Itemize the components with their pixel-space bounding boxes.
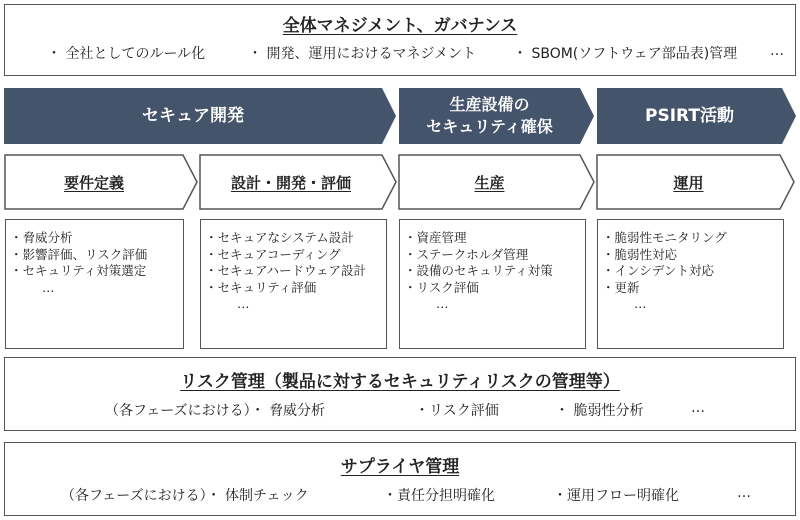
banner-label: PSIRT活動 [645,105,734,126]
list-item: ・セキュリティ評価 [205,279,317,295]
supplier-item: （各フェーズにおける）・ 体制チェック [61,488,309,504]
supplier-title: サプライヤ管理 [340,457,460,477]
risk-management-box [4,357,796,431]
phase-list-box [200,219,387,349]
banner-label-2 [399,88,580,144]
list-item: ・ステークホルダ管理 [404,246,529,262]
list-item: … [42,279,55,295]
phase-label-production: 生産 [474,174,505,192]
list-item: … [436,296,449,311]
list-item: ・セキュアコーディング [205,246,341,262]
list-item: ・脆弱性対応 [602,246,678,262]
list-item: ・設備のセキュリティ対策 [404,263,553,278]
list-item: ・セキュアハードウェア設計 [205,263,367,278]
governance-title: 全体マネジメント、ガバナンス [282,16,518,36]
supplier-item: … [737,485,751,501]
list-item: ・セキュリティ対策選定 [10,263,147,278]
list-item: ・インシデント対応 [602,263,714,278]
phase-list-box [597,219,784,349]
supplier-management-box [4,442,796,516]
phase-list [602,230,727,313]
phase-list [404,230,553,313]
banner-label: セキュア開発 [142,105,244,126]
list-item: ・セキュアなシステム設計 [205,230,354,245]
governance-item: ・ 全社としてのルール化 [47,46,206,62]
list-item: ・影響評価、リスク評価 [10,246,148,262]
list-item: ・リスク評価 [404,279,479,295]
list-item: ・更新 [602,279,640,295]
list-item: … [237,296,250,311]
risk-item: ・ 脆弱性分析 [555,403,644,419]
banner-label-line: 生産設備の [449,95,530,115]
phase-label-operation: 運用 [673,174,704,192]
phase-label-design: 設計・開発・評価 [230,174,351,192]
list-item: ・脆弱性モニタリング [602,230,727,245]
governance-item: ・ SBOM(ソフトウェア部品表)管理 [513,46,738,62]
governance-item: … [770,43,784,59]
supplier-item: ・運用フロー明確化 [553,488,679,504]
banner-label-line: セキュリティ確保 [426,117,553,136]
risk-item: … [691,400,705,416]
supplier-item: ・責任分担明確化 [383,488,495,504]
phase-list [10,230,147,296]
risk-title: リスク管理（製品に対するセキュリティリスクの管理等） [180,372,620,392]
phase-label-requirements: 要件定義 [63,174,124,192]
risk-item: （各フェーズにおける）・ 脅威分析 [105,403,326,419]
phase-list-box [399,219,586,349]
governance-item: ・ 開発、運用におけるマネジメント [248,46,477,62]
list-item: ・脅威分析 [10,230,73,245]
risk-item: ・リスク評価 [415,403,499,419]
list-item: ・資産管理 [404,230,467,245]
list-item: … [634,296,647,311]
phase-list-box [5,219,184,349]
phase-list [205,230,366,313]
